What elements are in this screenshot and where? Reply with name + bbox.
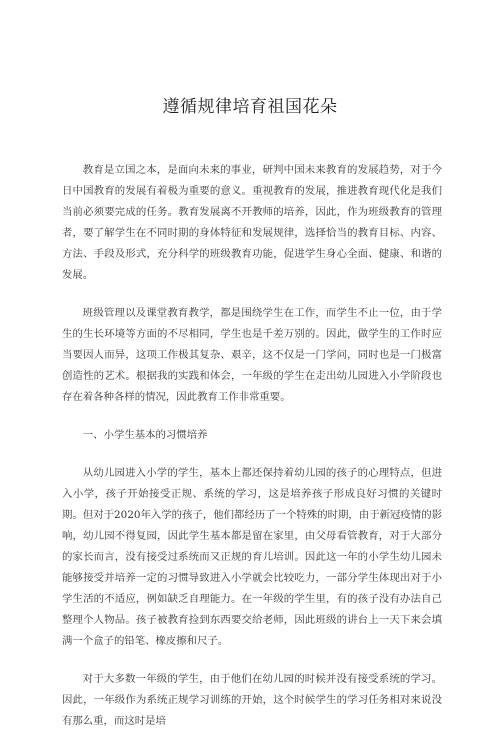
document-title: 遵循规律培育祖国花朵 (162, 97, 338, 117)
paragraph: 对于大多数一年级的学生，由于他们在幼儿园的时候并没有接受系统的学习。因此，一年级作为系统正规学习训练的开始，这个时候学生的学习任务相对来说没有那么重，而这时是培 (62, 673, 442, 727)
paragraph: 班级管理以及课堂教育教学，都是围绕学生在工作，而学生不止一位，由于学生的生长环境等方面的不尽相同，学生也是千差万别的。因此，做学生的工作时应当要因人而异，这项工作极其复杂、艰辛，这不仅是一门学问，同时也是一门极富创造性的艺术。根据我的实践和体会，一年级的学生在走出幼儿园进入小学阶段也存在着各种各样的情况，因此教育工作非常重要。 (62, 307, 442, 403)
section-heading: 一、小学生基本的习惯培养 (82, 429, 208, 441)
paragraph: 从幼儿园进入小学的学生，基本上都还保持着幼儿园的孩子的心理特点，但进入小学，孩子开始接受正规、系统的学习，这是培养孩子形成良好习惯的关键时期。但对于2020年入学的孩子，他们都经历了一个特殊的时期，由于新冠疫情的影响，幼儿园不得复园，因此学生基本都是留在家里，由父母看管教育，对于大部分的家长而言，没有接受过系统而又正规的育儿培训。因此这一年的小学生幼儿园未能够接受并培养一定的习惯导致进入小学就会比较吃力，一部分学生体现出对于小学生活的不适应，例如缺乏自理能力。在一年级的学生里，有的孩子没有办法自己整理个人物品。孩子被教育捡到东西要交给老师，因此班级的讲台上一天下来会填满一个盒子的铅笔、橡皮擦和尺子。 (62, 467, 442, 647)
paragraph: 教育是立国之本，是面向未来的事业，研判中国未来教育的发展趋势，对于今日中国教育的发展有着极为重要的意义。重视教育的发展，推进教育现代化是我们当前必须要完成的任务。教育发展离不开教师的培养，因此，作为班级教育的管理者，要了解学生在不同时期的身体特征和发展规律，选择恰当的教育目标、内容、方法、手段及形式，充分科学的班级教育功能，促进学生身心全面、健康、和谐的发展。 (62, 164, 442, 281)
document-body (62, 160, 442, 749)
